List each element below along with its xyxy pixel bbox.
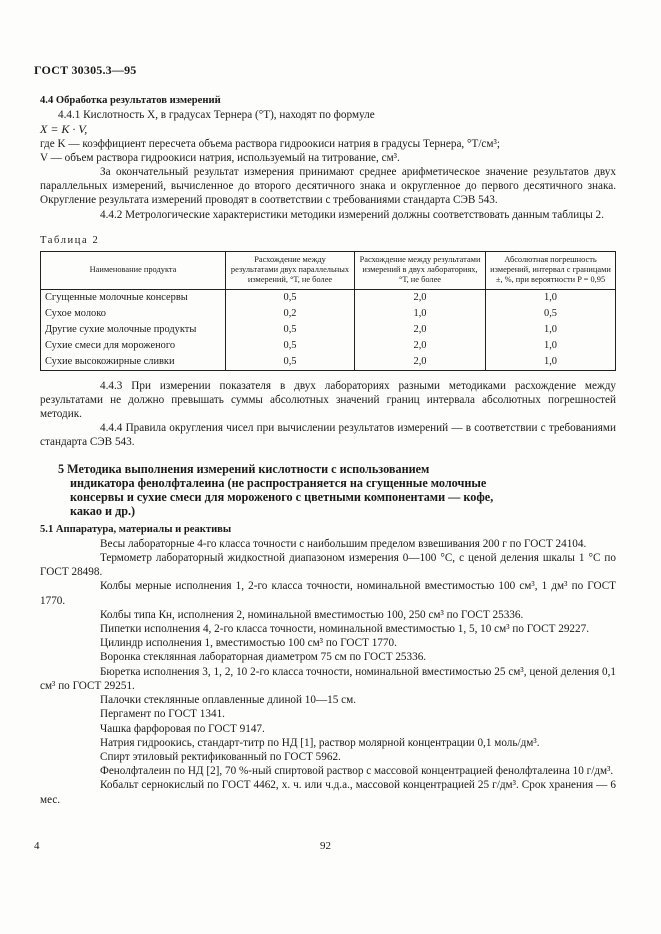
equipment-item: Пипетки исполнения 4, 2-го класса точности, номинальной вместимостью 1, 5, 10 см³ по ГОСТ 29227. <box>100 623 590 636</box>
equipment-item: Колбы типа Кн, исполнения 2, номинальной вместимостью 100, 250 см³ по ГОСТ 25336. <box>100 608 524 621</box>
table-row <box>41 289 616 306</box>
table-cell: Сгущенные молочные консервы <box>41 289 226 306</box>
table-cell: 1,0 <box>486 338 616 354</box>
paragraph-4-4-4: 4.4.4 Правила округления чисел при вычислении результатов измерений — в соответствии с требованиями стандарта СЭВ 543. <box>40 422 616 449</box>
table-header-cell: Расхождение между результатами измерений в двух лабораториях, °Т, не более <box>355 252 486 290</box>
table-cell: 0,2 <box>226 306 355 322</box>
paragraph-final-result: За окончательный результат измерения принимают среднее арифметическое значение результатов двух параллельных измерений, вычисленное до второго десятичного знака и округленное до первого десятичного знака. Округление результата измерений проводят в соответствии с требованиями стандарта СЭВ 543. <box>40 166 616 207</box>
equipment-item: Бюретка исполнения 3, 1, 2, 10 2-го класса точности, номинальной вместимостью 25 см³, ценой деления 0,1 см³ по ГОСТ 29251. <box>40 665 616 692</box>
footer-left-number: 4 <box>34 840 40 852</box>
table-cell: 0,5 <box>226 338 355 354</box>
equipment-item: Фенолфталеин по НД [2], 70 %-ный спиртовой раствор с массовой концентрацией фенолфталеина 10 г/дм³. <box>100 765 614 778</box>
equipment-item: Чашка фарфоровая по ГОСТ 9147. <box>100 722 265 735</box>
table-cell: 0,5 <box>226 289 355 306</box>
table-cell: 0,5 <box>486 306 616 322</box>
section-5-title-line: какао и др.) <box>70 503 136 518</box>
equipment-item: Пергамент по ГОСТ 1341. <box>100 708 225 721</box>
table-cell: 2,0 <box>355 338 486 354</box>
equipment-item: Весы лабораторные 4-го класса точности с наибольшим пределом взвешивания 200 г по ГОСТ 24104. <box>100 537 587 550</box>
equipment-item: Кобальт сернокислый по ГОСТ 4462, х. ч. или ч.д.а., массовой концентрацией 25 г/дм³. Срок хранения — 6 мес. <box>40 779 616 806</box>
table-cell: Другие сухие молочные продукты <box>41 322 226 338</box>
equipment-item: Цилиндр исполнения 1, вместимостью 100 см³ по ГОСТ 1770. <box>100 637 397 650</box>
table-row <box>41 306 616 322</box>
equipment-item: Термометр лабораторный жидкостной диапазоном измерения 0—100 °С, с ценой деления шкалы 1 °С по ГОСТ 28498. <box>40 552 616 579</box>
section-4-4-heading: 4.4 Обработка результатов измерений <box>40 95 221 106</box>
table-cell: 2,0 <box>355 322 486 338</box>
paragraph-4-4-2: 4.4.2 Метрологические характеристики методики измерений должны соответствовать данным таблицы 2. <box>100 208 604 221</box>
table-header-cell: Наименование продукта <box>41 252 226 290</box>
metrology-table <box>40 251 616 371</box>
table-cell: 0,5 <box>226 322 355 338</box>
table-cell: 0,5 <box>226 354 355 371</box>
page-content <box>40 94 616 807</box>
table-row <box>41 322 616 338</box>
table-header-cell: Расхождение между результатами двух параллельных измерений, °Т, не более <box>226 252 355 290</box>
table-cell: 1,0 <box>486 289 616 306</box>
section-5-title-line: консервы и сухие смеси для мороженого с цветными компонентами — кофе, <box>70 489 494 504</box>
table-cell: 1,0 <box>355 306 486 322</box>
table-cell: 2,0 <box>355 354 486 371</box>
table-cell: Сухое молоко <box>41 306 226 322</box>
page-number: 92 <box>320 840 331 852</box>
table-row <box>41 354 616 371</box>
table-header-cell: Абсолютная погрешность измерений, интервал с границами ±, %, при вероятности P = 0,95 <box>486 252 616 290</box>
formula-legend-v: V — объем раствора гидроокиси натрия, используемый на титрование, см³. <box>40 151 400 164</box>
equipment-item: Палочки стеклянные оплавленные длиной 10—15 см. <box>100 694 357 707</box>
section-5-title-line: индикатора фенолфталеина (не распространяется на сгущенные молочные <box>70 475 487 490</box>
table-cell: Сухие смеси для мороженого <box>41 338 226 354</box>
equipment-list <box>40 537 616 807</box>
equipment-item: Натрия гидроокись, стандарт-титр по НД [1], раствор молярной концентрации 0,1 моль/дм³. <box>100 736 540 749</box>
section-5-1-heading: 5.1 Аппаратура, материалы и реактивы <box>40 523 232 535</box>
section-5-title-line: 5 Методика выполнения измерений кислотности с использованием <box>58 461 430 476</box>
standard-code: ГОСТ 30305.3—95 <box>34 63 137 77</box>
equipment-item: Воронка стеклянная лабораторная диаметром 75 см по ГОСТ 25336. <box>100 651 427 664</box>
paragraph-4-4-3: 4.4.3 При измерении показателя в двух лабораториях разными методиками расхождение между результатами не должно превышать суммы абсолютных значений границ интервала абсолютных погрешностей методик. <box>40 379 616 421</box>
formula: X = K · V, <box>40 122 88 137</box>
formula-legend-k: где K — коэффициент пересчета объема раствора гидроокиси натрия в градусы Тернера, °Т/см³; <box>40 137 500 150</box>
section-5-title <box>40 462 616 518</box>
table-cell: 2,0 <box>355 289 486 306</box>
table-row <box>41 338 616 354</box>
table-caption: Таблица 2 <box>40 234 100 246</box>
equipment-item: Колбы мерные исполнения 1, 2-го класса точности, номинальной вместимостью 100 см³, 1 дм³ по ГОСТ 1770. <box>40 580 616 607</box>
equipment-item: Спирт этиловый ректификованный по ГОСТ 5962. <box>100 750 341 763</box>
table-cell: Сухие высокожирные сливки <box>41 354 226 371</box>
table-cell: 1,0 <box>486 322 616 338</box>
table-header-row <box>41 252 616 290</box>
table-cell: 1,0 <box>486 354 616 371</box>
paragraph-4-4-1: 4.4.1 Кислотность X, в градусах Тернера (°Т), находят по формуле <box>58 109 375 122</box>
